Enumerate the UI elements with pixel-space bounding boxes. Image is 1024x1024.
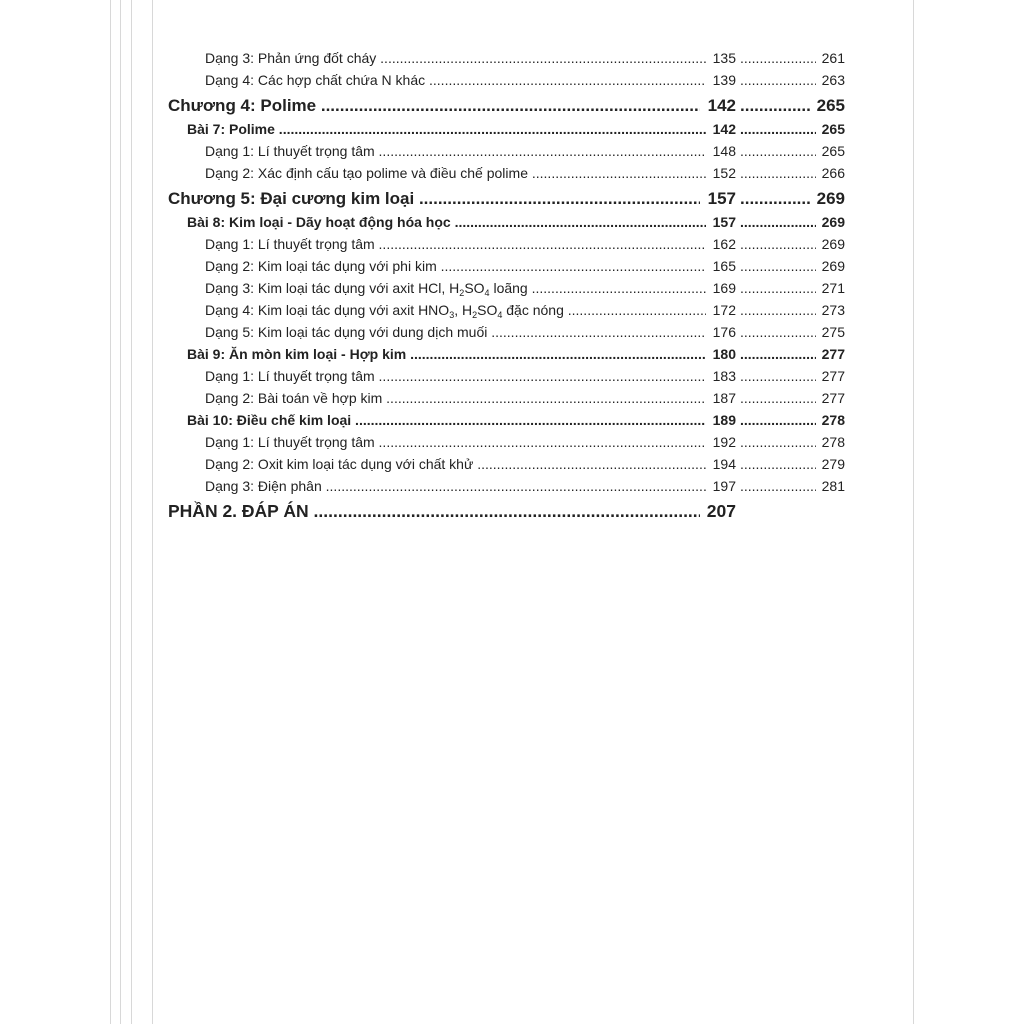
toc-leader-dots bbox=[740, 431, 818, 453]
toc-entry-answer-page: 279 bbox=[816, 453, 845, 475]
toc-entry-title: Dạng 2: Bài toán về hợp kim ..... bbox=[205, 387, 708, 409]
toc-entry-answer-page: 281 bbox=[816, 475, 845, 497]
toc-lesson-title: Bài 8: Kim loại - Dãy hoạt động hóa học ..... bbox=[187, 211, 708, 233]
toc-entry-title: Dạng 4: Các hợp chất chứa N khác ..... bbox=[205, 69, 708, 91]
toc-entry-answer-page: 278 bbox=[816, 431, 845, 453]
toc-leader-dots bbox=[740, 94, 818, 118]
toc-chapter-title: Chương 5: Đại cương kim loại ..... bbox=[168, 187, 708, 211]
toc-entry-page: 192 bbox=[706, 431, 736, 453]
toc-leader-dots bbox=[740, 118, 818, 140]
toc-entry-page: 152 bbox=[706, 162, 736, 184]
toc-entry-title: Dạng 5: Kim loại tác dụng với dung dịch muối ..... bbox=[205, 321, 708, 343]
toc-entry-title: Dạng 1: Lí thuyết trọng tâm ..... bbox=[205, 140, 708, 162]
toc-chapter-title: Chương 4: Polime ..... bbox=[168, 94, 708, 118]
toc-entry-page: 176 bbox=[706, 321, 736, 343]
toc-entry-answer-page: 266 bbox=[816, 162, 845, 184]
toc-entry-title: Dạng 1: Lí thuyết trọng tâm ..... bbox=[205, 431, 708, 453]
toc-leader-dots bbox=[740, 255, 818, 277]
toc-entry-page: 162 bbox=[706, 233, 736, 255]
toc-entry-page: 165 bbox=[706, 255, 736, 277]
toc-entry-title: Dạng 1: Lí thuyết trọng tâm ..... bbox=[205, 233, 708, 255]
toc-entry-answer-page: 277 bbox=[816, 343, 845, 365]
toc-entry-answer-page: 271 bbox=[816, 277, 845, 299]
toc-leader-dots bbox=[740, 409, 818, 431]
toc-entry-answer-page: 263 bbox=[816, 69, 845, 91]
toc-entry-answer-page: 261 bbox=[816, 47, 845, 69]
toc-entry-page: 187 bbox=[706, 387, 736, 409]
toc-entry-title: Dạng 3: Kim loại tác dụng với axit HCl, $H_2SO_4$ loãng ..... bbox=[205, 277, 708, 299]
toc-entry-page: 148 bbox=[706, 140, 736, 162]
toc-entry-title: Dạng 3: Phản ứng đốt cháy ..... bbox=[205, 47, 708, 69]
toc-entry-page: 157 bbox=[706, 211, 736, 233]
toc-entry-answer-page: 265 bbox=[816, 118, 845, 140]
toc-entry-title: Dạng 2: Kim loại tác dụng với phi kim ..... bbox=[205, 255, 708, 277]
toc-lesson-title: Bài 7: Polime ..... bbox=[187, 118, 708, 140]
toc-entry-title: Dạng 4: Kim loại tác dụng với axit $HNO_3$, $H_2SO_4$ đặc nóng ..... bbox=[205, 299, 708, 321]
toc-leader-dots bbox=[740, 69, 818, 91]
toc-entry-page: 135 bbox=[706, 47, 736, 69]
toc-leader-dots bbox=[740, 299, 818, 321]
toc-leader-dots bbox=[740, 187, 818, 211]
toc-entry-title: Dạng 2: Oxit kim loại tác dụng với chất khử ..... bbox=[205, 453, 708, 475]
toc-entry-page: 183 bbox=[706, 365, 736, 387]
toc-entry-answer-page: 269 bbox=[812, 187, 845, 211]
toc-entry-answer-page: 278 bbox=[816, 409, 845, 431]
toc-entry-page: 142 bbox=[700, 94, 736, 118]
toc-entry-page: 180 bbox=[706, 343, 736, 365]
toc-leader-dots bbox=[740, 47, 818, 69]
toc-leader-dots bbox=[740, 211, 818, 233]
toc-leader-dots bbox=[740, 140, 818, 162]
toc-entry-answer-page: 265 bbox=[816, 140, 845, 162]
toc-entry-page: 207 bbox=[700, 499, 736, 523]
toc-entry-title: Dạng 3: Điện phân ..... bbox=[205, 475, 708, 497]
toc-entry-page: 139 bbox=[706, 69, 736, 91]
toc-entry-answer-page: 275 bbox=[816, 321, 845, 343]
toc-leader-dots bbox=[740, 365, 818, 387]
toc-entry-page: 142 bbox=[706, 118, 736, 140]
toc-leader-dots bbox=[740, 321, 818, 343]
toc-entry-page: 157 bbox=[700, 187, 736, 211]
toc-leader-dots bbox=[740, 162, 818, 184]
toc-leader-dots bbox=[740, 475, 818, 497]
toc-lesson-title: Bài 9: Ăn mòn kim loại - Hợp kim ..... bbox=[187, 343, 708, 365]
toc-lesson-title: Bài 10: Điều chế kim loại ..... bbox=[187, 409, 708, 431]
toc-entry-answer-page: 269 bbox=[816, 211, 845, 233]
toc-entry-answer-page: 269 bbox=[816, 233, 845, 255]
toc-entry-page: 189 bbox=[706, 409, 736, 431]
toc-entry-page: 194 bbox=[706, 453, 736, 475]
toc-entry-answer-page: 277 bbox=[816, 365, 845, 387]
toc-entry-title: Dạng 2: Xác định cấu tạo polime và điều chế polime ..... bbox=[205, 162, 708, 184]
toc-entry-answer-page: 277 bbox=[816, 387, 845, 409]
toc-part-title: PHẦN 2. ĐÁP ÁN ..... bbox=[168, 499, 703, 523]
toc-entry-answer-page: 269 bbox=[816, 255, 845, 277]
toc-entry-title: Dạng 1: Lí thuyết trọng tâm ..... bbox=[205, 365, 708, 387]
toc-entry-answer-page: 265 bbox=[812, 94, 845, 118]
toc-entry-page: 169 bbox=[706, 277, 736, 299]
toc-leader-dots bbox=[740, 277, 818, 299]
toc-leader-dots bbox=[740, 453, 818, 475]
toc-leader-dots bbox=[740, 233, 818, 255]
toc-entry-page: 172 bbox=[706, 299, 736, 321]
toc-leader-dots bbox=[740, 343, 818, 365]
toc-entry-page: 197 bbox=[706, 475, 736, 497]
toc-entry-answer-page: 273 bbox=[816, 299, 845, 321]
toc-leader-dots bbox=[740, 387, 818, 409]
